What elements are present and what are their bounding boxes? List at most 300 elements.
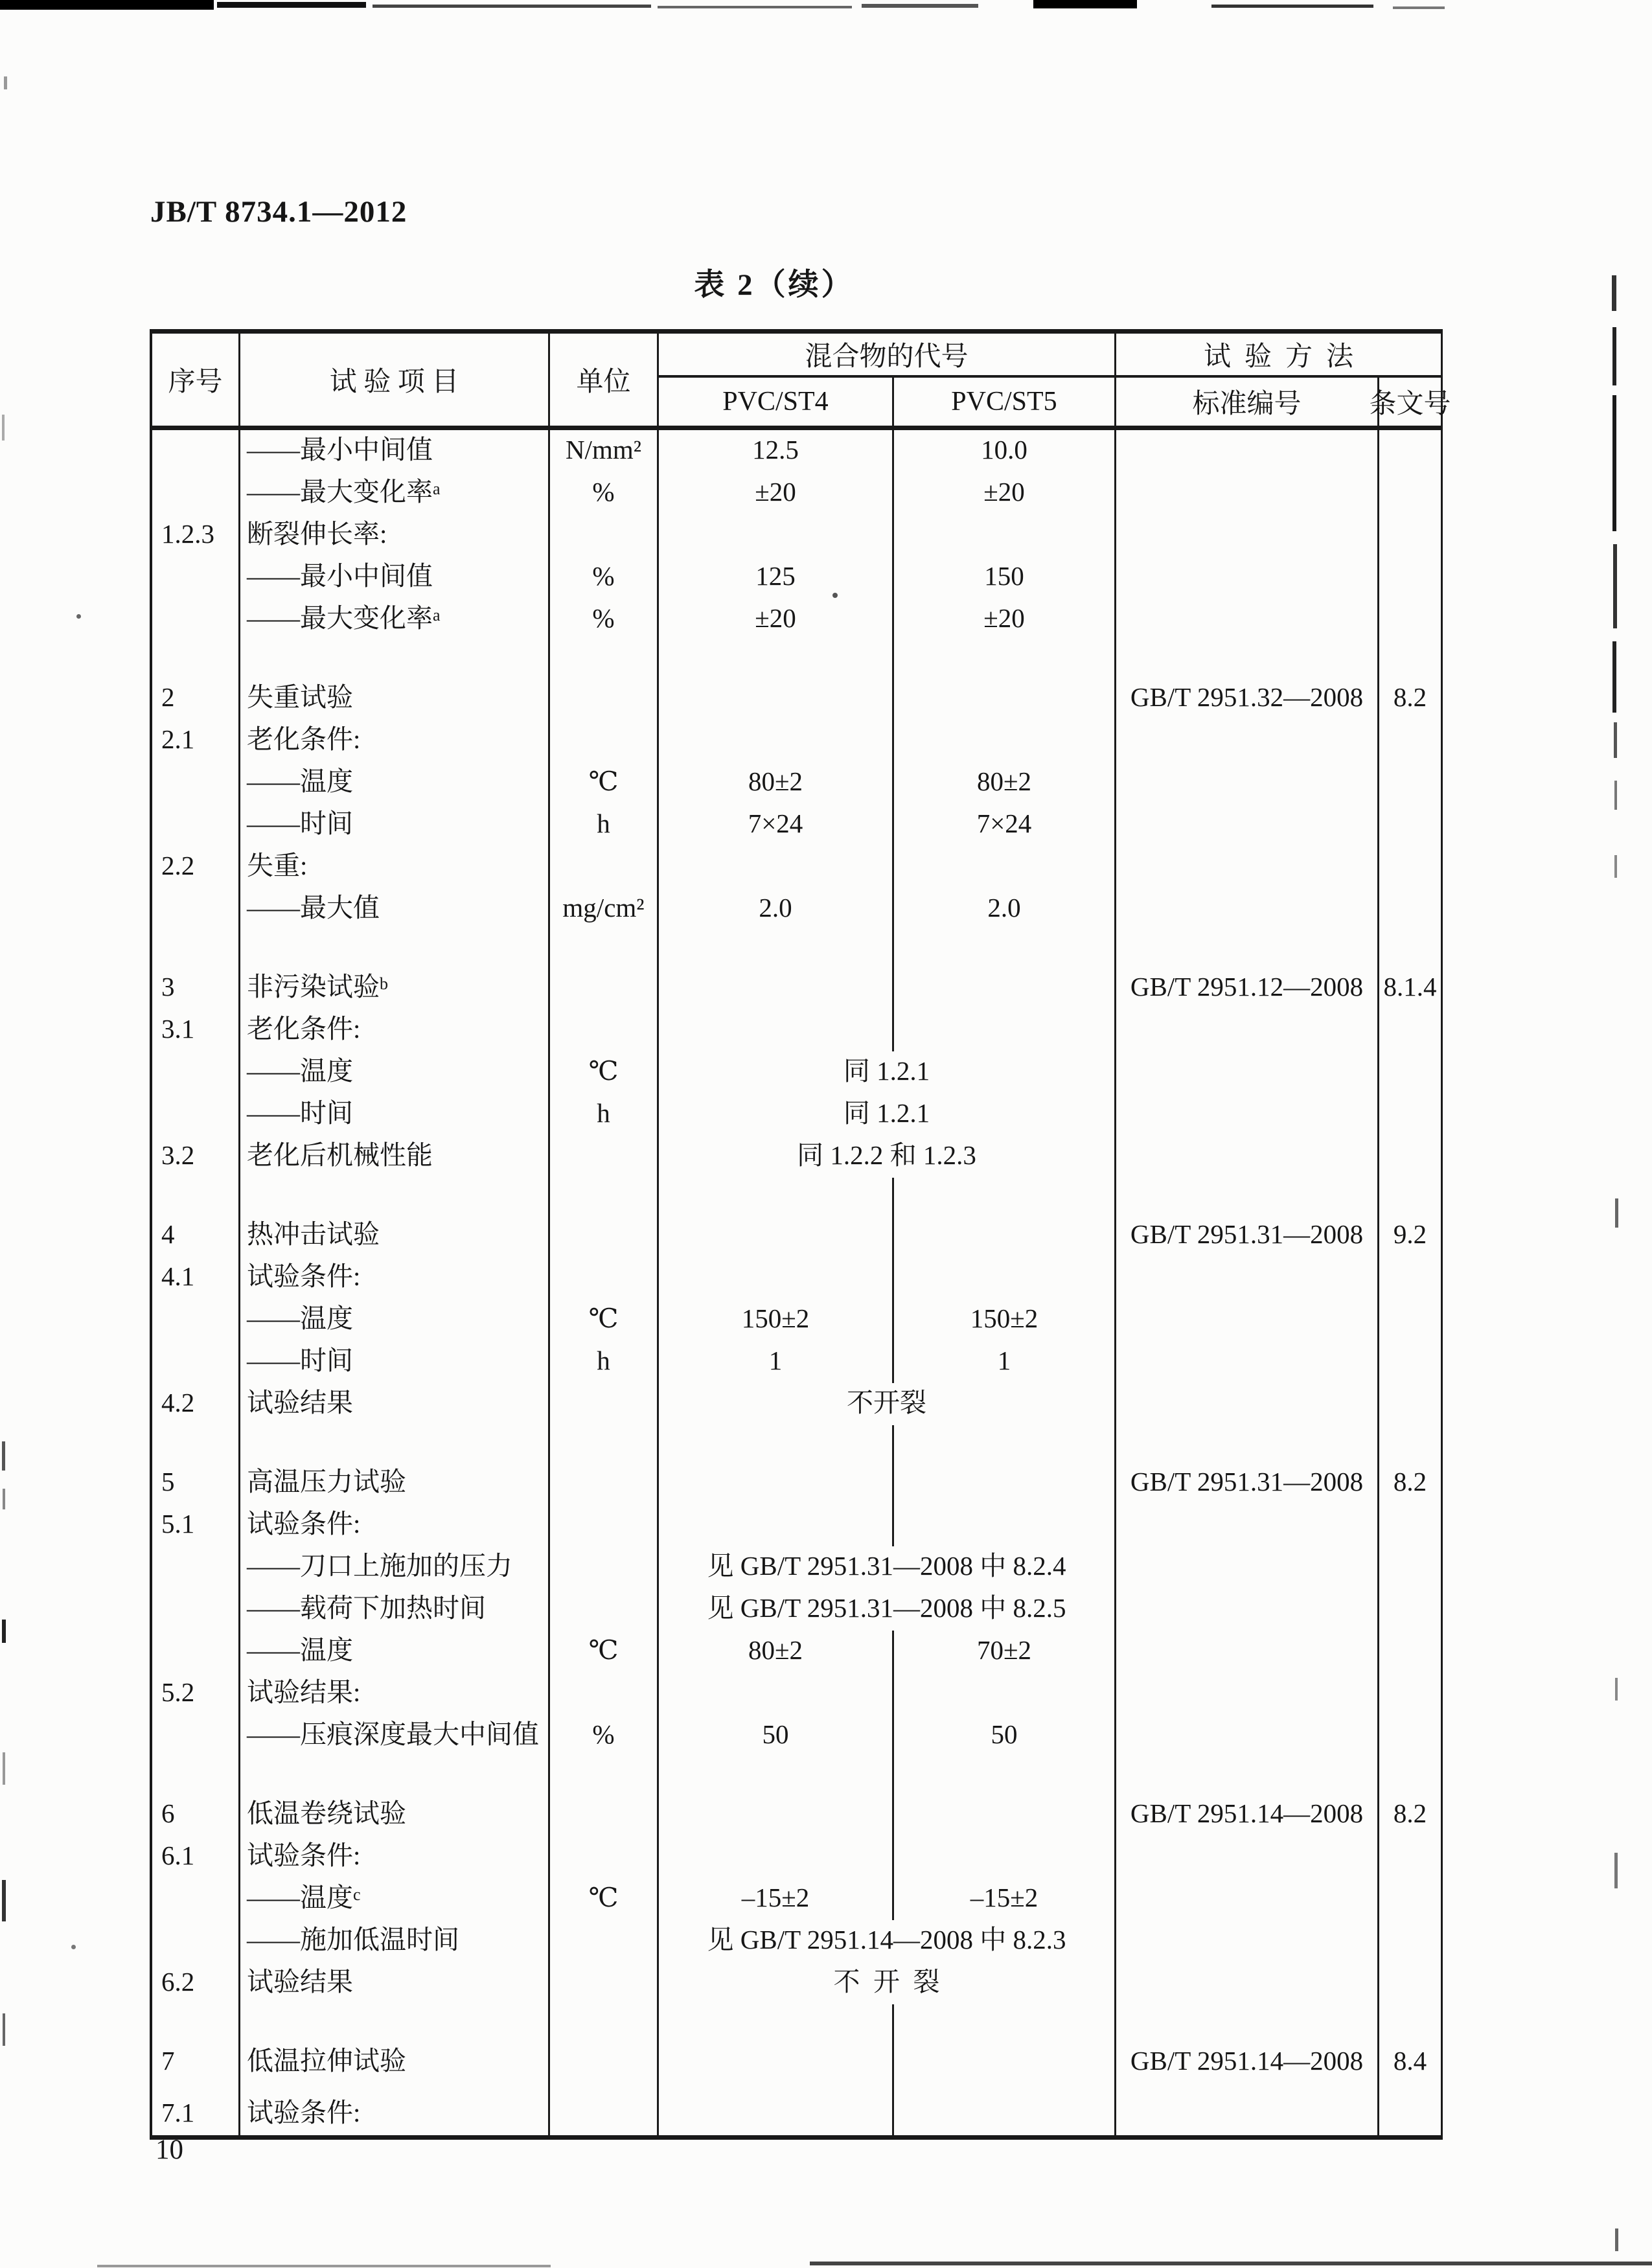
cell-pvc-st5-value: 150±2 bbox=[894, 1299, 1116, 1341]
cell-pvc-st4-value bbox=[659, 514, 894, 556]
cell-clause-number bbox=[1379, 1546, 1441, 1588]
cell-standard-number bbox=[1116, 846, 1379, 888]
cell-standard-number bbox=[1116, 1631, 1379, 1673]
cell-pvc-st5-value: 10.0 bbox=[894, 430, 1116, 472]
cell-seq-number bbox=[152, 556, 240, 599]
col-header-seq: 序号 bbox=[152, 334, 240, 426]
cell-test-item: 试验结果: bbox=[240, 1673, 550, 1715]
cell-clause-number: 8.2 bbox=[1393, 1466, 1427, 1496]
col-group-mixture-code: 混合物的代号 bbox=[659, 334, 1116, 378]
cell-standard-number bbox=[1116, 1504, 1379, 1546]
cell-unit: h bbox=[550, 1341, 659, 1383]
cell-pvc-st5-value: 7×24 bbox=[894, 804, 1116, 846]
cell-unit bbox=[550, 2004, 659, 2083]
cell-unit bbox=[550, 1136, 659, 1178]
cell-pvc-st4-value bbox=[659, 1673, 894, 1715]
cell-seq-number bbox=[152, 762, 240, 804]
cell-unit: h bbox=[550, 804, 659, 846]
table-row bbox=[152, 1178, 1441, 1257]
table-row bbox=[152, 1425, 1441, 1504]
scan-noise-mark bbox=[4, 76, 7, 89]
cell-unit bbox=[550, 1504, 659, 1546]
cell-pvc-st4-value: –15±2 bbox=[659, 1878, 894, 1920]
table-title: 表 2（续） bbox=[694, 268, 855, 302]
cell-test-item: 老化条件: bbox=[240, 1009, 550, 1051]
cell-test-item: 老化后机械性能 bbox=[240, 1136, 550, 1178]
cell-clause-number: 8.4 bbox=[1393, 2045, 1427, 2076]
cell-pvc-st5-value bbox=[894, 930, 1116, 1009]
cell-test-item: ——最小中间值 bbox=[240, 430, 550, 472]
cell-pvc-st4-value bbox=[659, 1257, 894, 1299]
cell-unit: % bbox=[550, 599, 659, 641]
table-row bbox=[152, 1299, 1441, 1341]
cell-test-item bbox=[240, 930, 550, 1009]
cell-pvc-st5-value: 50 bbox=[894, 1715, 1116, 1757]
cell-unit: ℃ bbox=[550, 762, 659, 804]
table-row bbox=[152, 1836, 1441, 1878]
table-row bbox=[152, 556, 1441, 599]
cell-test-item: ——刀口上施加的压力 bbox=[240, 1546, 550, 1588]
cell-unit: ℃ bbox=[550, 1631, 659, 1673]
cell-seq-number: 3 bbox=[152, 930, 240, 1009]
cell-text: ——温度 bbox=[247, 1882, 353, 1912]
cell-seq-number: 2.1 bbox=[152, 720, 240, 762]
cell-standard-number bbox=[1116, 2083, 1379, 2135]
cell-standard-number bbox=[1116, 430, 1379, 472]
cell-standard-number bbox=[1116, 472, 1379, 514]
cell-pvc-st4-value bbox=[659, 1757, 894, 1836]
cell-seq-number bbox=[152, 804, 240, 846]
scan-noise-mark bbox=[373, 5, 651, 8]
cell-pvc-st4-value: 50 bbox=[659, 1715, 894, 1757]
table-row bbox=[152, 1341, 1441, 1383]
cell-pvc-st4-value: 80±2 bbox=[659, 762, 894, 804]
cell-seq-number: 4 bbox=[152, 1178, 240, 1257]
cell-test-item: 试验条件: bbox=[240, 1257, 550, 1299]
col-header-unit: 单位 bbox=[550, 334, 659, 426]
cell-seq-number: 7.1 bbox=[152, 2083, 240, 2135]
cell-seq-number: 3.2 bbox=[152, 1136, 240, 1178]
cell-standard-number bbox=[1116, 1051, 1379, 1094]
scan-noise-mark bbox=[1615, 1678, 1618, 1701]
scan-noise-mark bbox=[658, 6, 852, 8]
cell-pvc-st5-value: ±20 bbox=[894, 472, 1116, 514]
cell-pvc-st4-value bbox=[659, 2083, 894, 2135]
cell-clause-number: 8.2 bbox=[1393, 1798, 1427, 1828]
table-row bbox=[152, 2004, 1441, 2083]
cell-clause-number: 8.1.4 bbox=[1383, 971, 1437, 1002]
cell-pvc-st4-value bbox=[659, 720, 894, 762]
cell-merged-value: 见 GB/T 2951.31—2008 中 8.2.5 bbox=[659, 1588, 1116, 1631]
cell-clause-number bbox=[1379, 1631, 1441, 1673]
cell-pvc-st5-value: –15±2 bbox=[894, 1878, 1116, 1920]
table-row bbox=[152, 2083, 1441, 2135]
cell-unit bbox=[550, 720, 659, 762]
cell-clause-number bbox=[1379, 514, 1441, 556]
cell-unit: ℃ bbox=[550, 1051, 659, 1094]
cell-seq-number bbox=[152, 1051, 240, 1094]
cell-seq-number bbox=[152, 472, 240, 514]
cell-seq-number: 7 bbox=[152, 2004, 240, 2083]
cell-standard-number bbox=[1116, 1962, 1379, 2004]
cell-seq-number bbox=[152, 1299, 240, 1341]
cell-standard-number bbox=[1116, 888, 1379, 930]
scan-noise-mark bbox=[1614, 855, 1617, 878]
cell-seq-number bbox=[152, 1878, 240, 1920]
scan-noise-mark bbox=[1393, 6, 1445, 9]
cell-pvc-st5-value: ±20 bbox=[894, 599, 1116, 641]
cell-clause-number bbox=[1379, 846, 1441, 888]
cell-clause-number bbox=[1379, 1920, 1441, 1962]
cell-seq-number: 4.1 bbox=[152, 1257, 240, 1299]
cell-clause-number bbox=[1379, 1341, 1441, 1383]
cell-test-item: ——温度 bbox=[240, 762, 550, 804]
cell-text: ——最大变化率 bbox=[247, 602, 433, 633]
col-header-standard-no: 标准编号 bbox=[1116, 378, 1379, 426]
cell-clause-number bbox=[1379, 599, 1441, 641]
table-row bbox=[152, 846, 1441, 888]
cell-unit bbox=[550, 514, 659, 556]
footnote-marker: a bbox=[433, 606, 441, 624]
cell-pvc-st4-value bbox=[659, 2004, 894, 2083]
scan-noise-mark bbox=[1615, 1198, 1618, 1228]
cell-unit bbox=[550, 1425, 659, 1504]
cell-clause-number bbox=[1379, 762, 1441, 804]
cell-clause-number bbox=[1379, 1257, 1441, 1299]
cell-test-item: ——时间 bbox=[240, 804, 550, 846]
footnote-marker: c bbox=[353, 1885, 361, 1904]
cell-standard-number bbox=[1116, 1299, 1379, 1341]
cell-pvc-st5-value bbox=[894, 514, 1116, 556]
cell-clause-number bbox=[1379, 2083, 1441, 2135]
table-row bbox=[152, 1757, 1441, 1836]
cell-pvc-st5-value bbox=[894, 1504, 1116, 1546]
cell-standard-number bbox=[1116, 1094, 1379, 1136]
cell-clause-number bbox=[1379, 1383, 1441, 1425]
cell-merged-value: 不 开 裂 bbox=[659, 1962, 1116, 2004]
cell-clause-number bbox=[1379, 1009, 1441, 1051]
cell-seq-number: 6 bbox=[152, 1757, 240, 1836]
cell-test-item: 断裂伸长率: bbox=[240, 514, 550, 556]
cell-test-item: ——最小中间值 bbox=[240, 556, 550, 599]
cell-clause-number bbox=[1379, 1051, 1441, 1094]
cell-test-item bbox=[240, 1878, 550, 1920]
cell-clause-number bbox=[1379, 1136, 1441, 1178]
table-row bbox=[152, 472, 1441, 514]
cell-seq-number bbox=[152, 1920, 240, 1962]
cell-test-item: ——时间 bbox=[240, 1094, 550, 1136]
cell-unit: N/mm² bbox=[550, 430, 659, 472]
scan-noise-mark bbox=[1614, 722, 1617, 758]
cell-pvc-st5-value: 70±2 bbox=[894, 1631, 1116, 1673]
table-row bbox=[152, 599, 1441, 641]
cell-test-item: 热冲击试验 bbox=[240, 1178, 550, 1257]
cell-clause-number bbox=[1379, 1094, 1441, 1136]
scan-noise-mark bbox=[1211, 5, 1373, 8]
scan-noise-mark bbox=[2, 415, 5, 441]
cell-clause-number bbox=[1379, 1504, 1441, 1546]
cell-text: ——最大变化率 bbox=[247, 476, 433, 507]
cell-pvc-st4-value: 150±2 bbox=[659, 1299, 894, 1341]
cell-unit bbox=[550, 2083, 659, 2135]
cell-seq-number bbox=[152, 599, 240, 641]
cell-seq-number: 6.2 bbox=[152, 1962, 240, 2004]
cell-test-item: 试验条件: bbox=[240, 1504, 550, 1546]
cell-unit bbox=[550, 1757, 659, 1836]
cell-standard-number: GB/T 2951.14—2008 bbox=[1116, 1757, 1379, 1836]
cell-pvc-st5-value: 2.0 bbox=[894, 888, 1116, 930]
table-row bbox=[152, 1094, 1441, 1136]
cell-clause-number bbox=[1379, 1962, 1441, 2004]
col-header-pvc-st5: PVC/ST5 bbox=[894, 378, 1116, 426]
table-row bbox=[152, 888, 1441, 930]
cell-standard-number bbox=[1116, 1341, 1379, 1383]
cell-clause-number bbox=[1379, 1299, 1441, 1341]
cell-pvc-st4-value bbox=[659, 1836, 894, 1878]
table-row bbox=[152, 1257, 1441, 1299]
cell-test-item: 试验条件: bbox=[240, 1836, 550, 1878]
cell-pvc-st5-value bbox=[894, 720, 1116, 762]
cell-standard-number bbox=[1116, 720, 1379, 762]
scan-noise-mark bbox=[1615, 2228, 1618, 2251]
cell-seq-number: 6.1 bbox=[152, 1836, 240, 1878]
standard-doc-number: JB/T 8734.1—2012 bbox=[150, 195, 407, 229]
cell-clause-number bbox=[1379, 430, 1441, 472]
cell-standard-number bbox=[1116, 599, 1379, 641]
cell-unit bbox=[550, 1383, 659, 1425]
scan-noise-mark bbox=[2, 1620, 6, 1643]
cell-pvc-st5-value bbox=[894, 1836, 1116, 1878]
cell-seq-number bbox=[152, 1631, 240, 1673]
table-row bbox=[152, 430, 1441, 472]
cell-standard-number bbox=[1116, 1673, 1379, 1715]
cell-unit: h bbox=[550, 1094, 659, 1136]
cell-standard-number bbox=[1116, 1136, 1379, 1178]
cell-standard-number bbox=[1116, 1715, 1379, 1757]
cell-seq-number: 2.2 bbox=[152, 846, 240, 888]
cell-pvc-st5-value bbox=[894, 1673, 1116, 1715]
cell-standard-number bbox=[1116, 1588, 1379, 1631]
cell-pvc-st5-value: 150 bbox=[894, 556, 1116, 599]
cell-test-item: 试验结果 bbox=[240, 1383, 550, 1425]
cell-unit: % bbox=[550, 1715, 659, 1757]
cell-unit bbox=[550, 1588, 659, 1631]
scan-noise-mark bbox=[3, 1489, 5, 1509]
table-row bbox=[152, 1588, 1441, 1631]
cell-seq-number: 5.2 bbox=[152, 1673, 240, 1715]
scan-noise-mark bbox=[862, 4, 978, 8]
page-number: 10 bbox=[155, 2135, 183, 2165]
cell-pvc-st4-value bbox=[659, 1504, 894, 1546]
cell-pvc-st5-value bbox=[894, 641, 1116, 720]
cell-clause-number: 9.2 bbox=[1393, 1219, 1427, 1249]
cell-pvc-st5-value bbox=[894, 1757, 1116, 1836]
cell-clause-number bbox=[1379, 1673, 1441, 1715]
cell-clause-number bbox=[1379, 888, 1441, 930]
cell-clause-number bbox=[1379, 556, 1441, 599]
scan-noise-mark bbox=[76, 614, 81, 619]
scan-noise-mark bbox=[0, 0, 214, 10]
cell-pvc-st4-value bbox=[659, 930, 894, 1009]
table-row bbox=[152, 762, 1441, 804]
cell-pvc-st4-value bbox=[659, 1425, 894, 1504]
footnote-marker: a bbox=[433, 479, 441, 498]
cell-test-item: ——压痕深度最大中间值 bbox=[240, 1715, 550, 1757]
cell-pvc-st4-value: ±20 bbox=[659, 599, 894, 641]
col-group-test-method: 试 验 方 法 bbox=[1116, 334, 1441, 378]
cell-pvc-st4-value: 80±2 bbox=[659, 1631, 894, 1673]
col-header-pvc-st4: PVC/ST4 bbox=[659, 378, 894, 426]
cell-clause-number: 8.2 bbox=[1393, 682, 1427, 712]
cell-standard-number bbox=[1116, 804, 1379, 846]
cell-standard-number bbox=[1116, 1009, 1379, 1051]
cell-test-item: ——时间 bbox=[240, 1341, 550, 1383]
cell-standard-number: GB/T 2951.31—2008 bbox=[1116, 1425, 1379, 1504]
cell-test-item: 低温拉伸试验 bbox=[240, 2004, 550, 2083]
table-body bbox=[152, 430, 1441, 2135]
table-row bbox=[152, 514, 1441, 556]
cell-unit bbox=[550, 1920, 659, 1962]
col-header-clause-no: 条文号 bbox=[1369, 389, 1451, 419]
cell-test-item bbox=[240, 472, 550, 514]
cell-pvc-st4-value bbox=[659, 1178, 894, 1257]
cell-pvc-st4-value bbox=[659, 1009, 894, 1051]
cell-test-item: ——温度 bbox=[240, 1299, 550, 1341]
cell-standard-number bbox=[1116, 1920, 1379, 1962]
cell-pvc-st5-value bbox=[894, 1009, 1116, 1051]
cell-pvc-st5-value bbox=[894, 1178, 1116, 1257]
cell-pvc-st4-value: 7×24 bbox=[659, 804, 894, 846]
scan-noise-mark bbox=[2, 1880, 6, 1921]
cell-seq-number bbox=[152, 1546, 240, 1588]
table-row bbox=[152, 804, 1441, 846]
cell-seq-number bbox=[152, 1715, 240, 1757]
cell-clause-number bbox=[1379, 720, 1441, 762]
cell-unit bbox=[550, 930, 659, 1009]
cell-pvc-st4-value bbox=[659, 641, 894, 720]
scan-noise-mark bbox=[1613, 544, 1617, 628]
cell-unit: ℃ bbox=[550, 1878, 659, 1920]
cell-test-item: 高温压力试验 bbox=[240, 1425, 550, 1504]
cell-test-item: 低温卷绕试验 bbox=[240, 1757, 550, 1836]
cell-pvc-st5-value: 1 bbox=[894, 1341, 1116, 1383]
cell-pvc-st5-value bbox=[894, 846, 1116, 888]
cell-unit: mg/cm² bbox=[550, 888, 659, 930]
table-row bbox=[152, 1009, 1441, 1051]
table-row bbox=[152, 641, 1441, 720]
footnote-marker: b bbox=[380, 974, 388, 993]
cell-test-item: ——施加低温时间 bbox=[240, 1920, 550, 1962]
cell-merged-value: 见 GB/T 2951.31—2008 中 8.2.4 bbox=[659, 1546, 1116, 1588]
cell-test-item bbox=[240, 599, 550, 641]
cell-unit bbox=[550, 846, 659, 888]
cell-unit: % bbox=[550, 472, 659, 514]
cell-standard-number bbox=[1116, 1383, 1379, 1425]
cell-pvc-st5-value bbox=[894, 2004, 1116, 2083]
test-method-table bbox=[150, 329, 1451, 2140]
scan-noise-mark bbox=[1033, 0, 1137, 8]
cell-text: 非污染试验 bbox=[247, 971, 380, 1002]
cell-clause-number bbox=[1379, 472, 1441, 514]
cell-unit bbox=[550, 1962, 659, 2004]
scan-noise-mark bbox=[2, 1441, 5, 1471]
cell-merged-value: 不开裂 bbox=[659, 1383, 1116, 1425]
cell-seq-number bbox=[152, 1341, 240, 1383]
scan-noise-mark bbox=[1612, 327, 1616, 385]
cell-merged-value: 同 1.2.2 和 1.2.3 bbox=[659, 1136, 1116, 1178]
cell-seq-number: 1.2.3 bbox=[152, 514, 240, 556]
scan-noise-mark bbox=[810, 2262, 1652, 2265]
cell-test-item: ——最大值 bbox=[240, 888, 550, 930]
cell-standard-number bbox=[1116, 556, 1379, 599]
cell-standard-number bbox=[1116, 1878, 1379, 1920]
cell-merged-value: 见 GB/T 2951.14—2008 中 8.2.3 bbox=[659, 1920, 1116, 1962]
cell-standard-number: GB/T 2951.12—2008 bbox=[1116, 930, 1379, 1009]
scan-noise-mark bbox=[97, 2265, 551, 2267]
cell-pvc-st4-value: 12.5 bbox=[659, 430, 894, 472]
cell-standard-number: GB/T 2951.32—2008 bbox=[1116, 641, 1379, 720]
col-header-test-item: 试 验 项 目 bbox=[240, 334, 550, 426]
cell-seq-number: 3.1 bbox=[152, 1009, 240, 1051]
scan-noise-mark bbox=[3, 1752, 5, 1785]
cell-standard-number bbox=[1116, 1546, 1379, 1588]
cell-clause-number bbox=[1379, 1715, 1441, 1757]
cell-seq-number bbox=[152, 1588, 240, 1631]
cell-pvc-st5-value bbox=[894, 2083, 1116, 2135]
cell-seq-number: 5.1 bbox=[152, 1504, 240, 1546]
cell-pvc-st5-value: 80±2 bbox=[894, 762, 1116, 804]
table-row bbox=[152, 1504, 1441, 1546]
cell-merged-value: 同 1.2.1 bbox=[659, 1051, 1116, 1094]
cell-unit: ℃ bbox=[550, 1299, 659, 1341]
table-row bbox=[152, 1546, 1441, 1588]
cell-pvc-st4-value: 2.0 bbox=[659, 888, 894, 930]
table-header bbox=[152, 334, 1451, 430]
cell-standard-number bbox=[1116, 762, 1379, 804]
cell-test-item: 失重试验 bbox=[240, 641, 550, 720]
cell-unit bbox=[550, 1673, 659, 1715]
cell-standard-number: GB/T 2951.14—2008 bbox=[1116, 2004, 1379, 2083]
cell-test-item: ——载荷下加热时间 bbox=[240, 1588, 550, 1631]
cell-seq-number bbox=[152, 430, 240, 472]
scan-noise-mark bbox=[3, 2013, 5, 2046]
cell-test-item: ——温度 bbox=[240, 1631, 550, 1673]
cell-unit bbox=[550, 1546, 659, 1588]
cell-standard-number bbox=[1116, 514, 1379, 556]
table-row bbox=[152, 1920, 1441, 1962]
table-row bbox=[152, 1962, 1441, 2004]
scan-noise-mark bbox=[1614, 1853, 1618, 1888]
cell-standard-number: GB/T 2951.31—2008 bbox=[1116, 1178, 1379, 1257]
cell-clause-number bbox=[1379, 1588, 1441, 1631]
table-row bbox=[152, 1673, 1441, 1715]
cell-test-item: 失重: bbox=[240, 846, 550, 888]
scan-noise-mark bbox=[1612, 275, 1616, 311]
cell-standard-number bbox=[1116, 1257, 1379, 1299]
table-row bbox=[152, 1715, 1441, 1757]
cell-pvc-st4-value: 125 bbox=[659, 556, 894, 599]
scan-noise-mark bbox=[1612, 641, 1616, 713]
cell-unit bbox=[550, 641, 659, 720]
scan-noise-mark bbox=[1612, 395, 1616, 531]
table-row bbox=[152, 1051, 1441, 1094]
table-row bbox=[152, 1631, 1441, 1673]
cell-test-item: ——温度 bbox=[240, 1051, 550, 1094]
scan-noise-mark bbox=[71, 1945, 76, 1949]
cell-unit bbox=[550, 1009, 659, 1051]
cell-pvc-st4-value: 1 bbox=[659, 1341, 894, 1383]
cell-pvc-st5-value bbox=[894, 1257, 1116, 1299]
